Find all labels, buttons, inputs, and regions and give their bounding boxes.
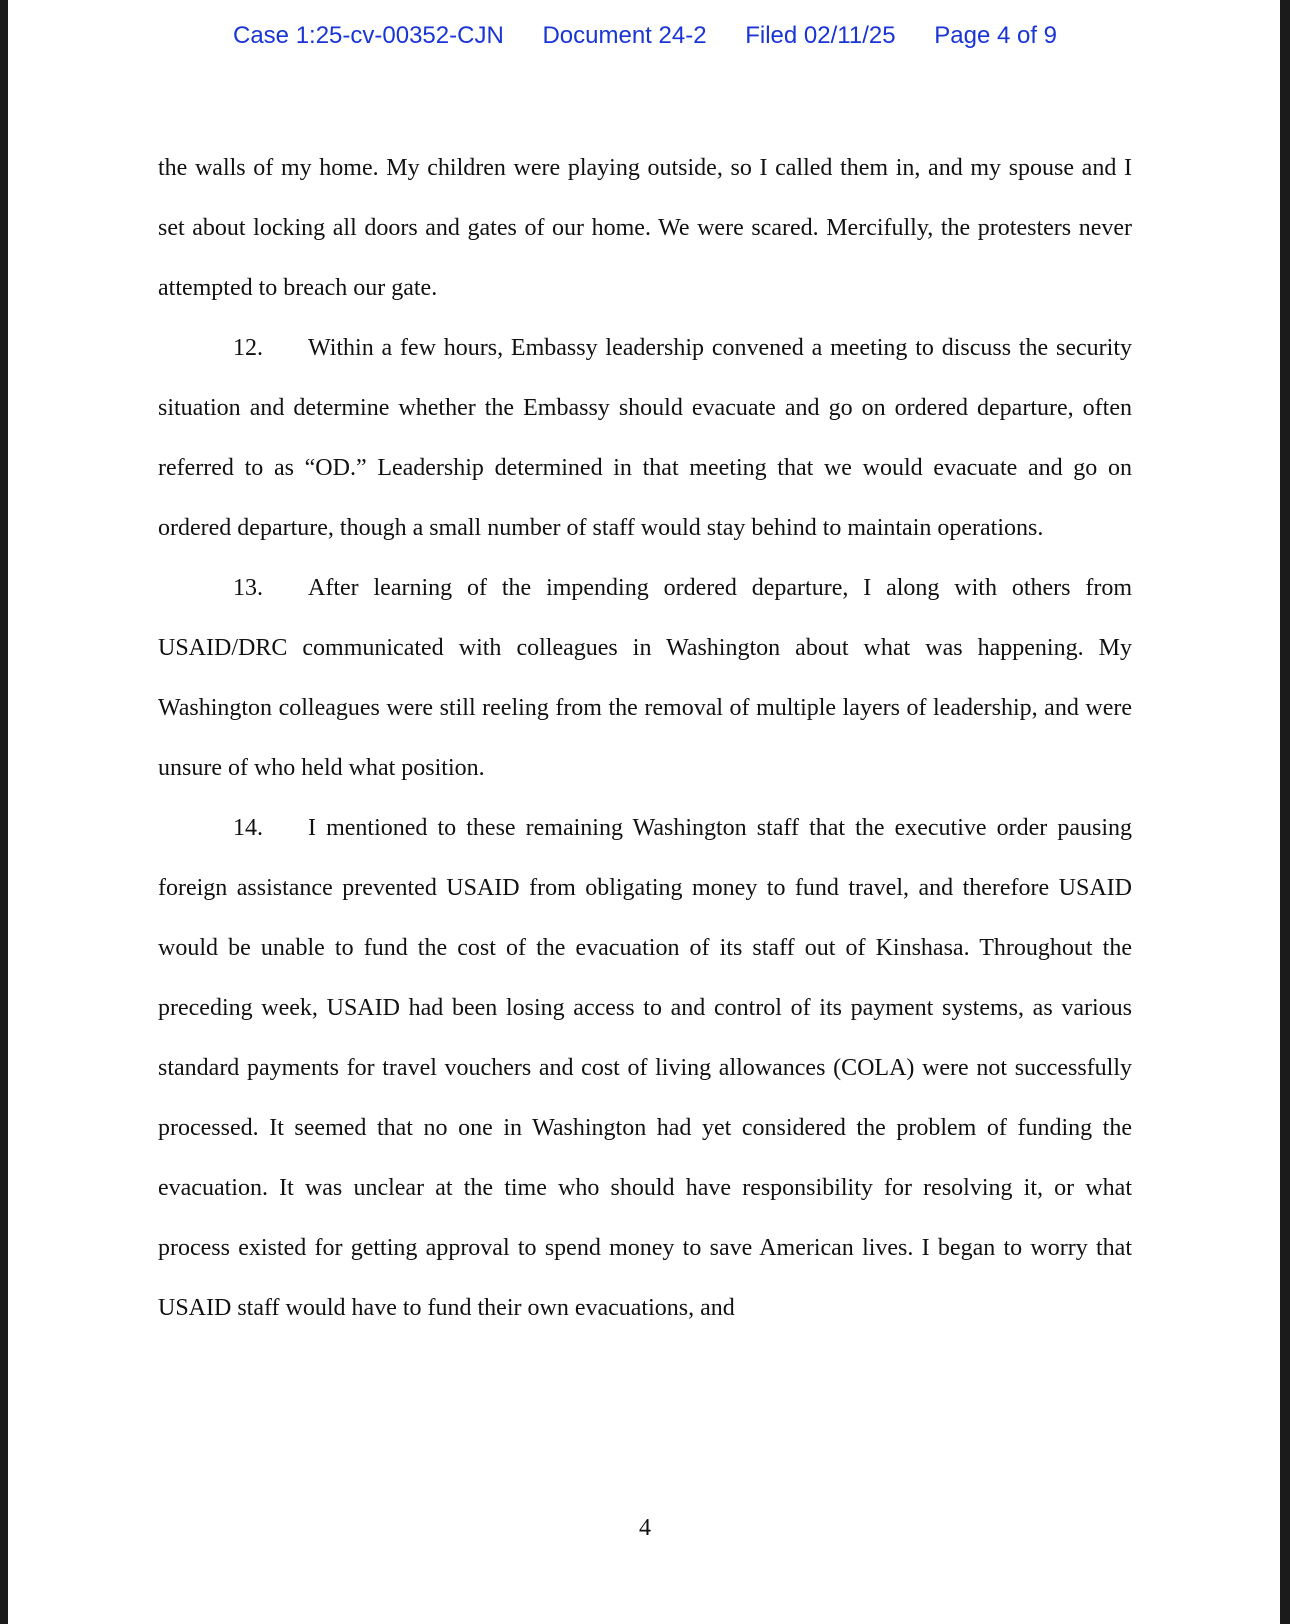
- paragraph-14: [158, 798, 1132, 1338]
- right-border: [1280, 0, 1290, 1624]
- page-indicator: Page 4 of 9: [934, 22, 1057, 49]
- paragraph-number: 14.: [233, 815, 263, 841]
- paragraph-12: [158, 318, 1132, 558]
- document-number: Document 24-2: [542, 22, 707, 49]
- paragraph-13: [158, 558, 1132, 798]
- paragraph-continued: [158, 138, 1132, 318]
- paragraph-text: After learning of the impending ordered departure, I along with others from USAID/DRC communicated with colleagues in Washington about what was happening. My Washington colleagues were still reeling from the removal of multiple layers of leadership, and were unsure of who held what position.: [158, 575, 1132, 781]
- page-number: 4: [639, 1515, 651, 1541]
- case-header: [0, 22, 1290, 50]
- left-border: [0, 0, 8, 1624]
- case-number: Case 1:25-cv-00352-CJN: [233, 22, 504, 49]
- paragraph-text: I mentioned to these remaining Washington staff that the executive order pausing foreign assistance prevented USAID from obligating money to fund travel, and therefore USAID would be unable to fund the cost of the evacuation of its staff out of Kinshasa. Throughout the preceding week, USAID had been losing access to and control of its payment systems, as various standard payments for travel vouchers and cost of living allowances (COLA) were not successfully processed. It seemed that no one in Washington had yet considered the problem of funding the evacuation. It was unclear at the time who should have responsibility for resolving it, or what process existed for getting approval to spend money to save American lives. I began to worry that USAID staff would have to fund their own evacuations, and: [158, 815, 1132, 1321]
- paragraph-text: the walls of my home. My children were playing outside, so I called them in, and my spouse and I set about locking all doors and gates of our home. We were scared. Mercifully, the protesters never attempted to breach our gate.: [158, 155, 1132, 301]
- document-body: [158, 138, 1132, 1338]
- filed-date: Filed 02/11/25: [745, 22, 896, 49]
- paragraph-text: Within a few hours, Embassy leadership convened a meeting to discuss the security situation and determine whether the Embassy should evacuate and go on ordered departure, often referred to as “OD.” Leadership determined in that meeting that we would evacuate and go on ordered departure, though a small number of staff would stay behind to maintain operations.: [158, 335, 1132, 541]
- paragraph-number: 13.: [233, 575, 263, 601]
- paragraph-number: 12.: [233, 335, 263, 361]
